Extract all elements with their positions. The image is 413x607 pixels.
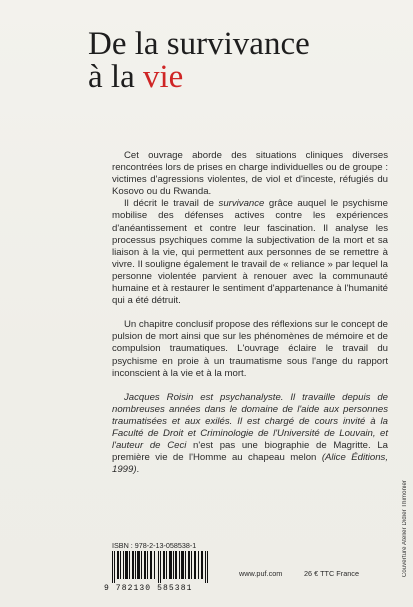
book-title: [88, 28, 388, 94]
summary-paragraph-1: Cet ouvrage aborde des situations cliniques diverses rencontrées lors de prises en charge individuelles ou de groupe : victimes d'agressions violentes, de viol et d'inceste, réfugiés du Kosovo ou du Rwanda.: [112, 150, 388, 198]
summary-paragraph-2: [112, 198, 388, 307]
summary-paragraph-3: Un chapitre conclusif propose des réflexions sur le concept de pulsion de mort ainsi que sur les phénomènes de mémoire et de compulsion traumatiques. L'ouvrage éclaire le travail du psychisme en proie à un traumatisme sous l'ange du rapport inconscient à la vie et à la mort.: [112, 319, 388, 379]
barcode-number: 9 782130 585381: [104, 584, 193, 593]
title-accent-word: vie: [142, 59, 184, 95]
p2-after: grâce auquel le psychisme mobilise des défenses actives contre les expériences d'anéantissement et contre leur fascination. Il analyse les processus psychiques comme la subjectivation de la mort et sa liaison à la vie, qui permettent aux personnes de se remettre à vivre. Il souligne également le travail de « reliance » par lequel la personne violentée parvient à renouer avec la communauté humaine et à restaurer le sentiment d'appartenance à l'humanité qui a été détruit.: [112, 198, 388, 307]
p2-before: Il décrit le travail de: [124, 198, 219, 210]
summary-text: [112, 150, 388, 476]
publisher-website: www.puf.com: [239, 569, 283, 578]
author-book-title: Ceci: [167, 440, 187, 452]
title-line-1: De la survivance: [88, 26, 310, 62]
author-bio-mid: n'est pas une biographie de Magritte. La première vie de l'Homme au chapeau melon: [112, 440, 388, 464]
price-label: 26 € TTC France: [304, 569, 360, 578]
title-line-2-prefix: à la: [88, 59, 143, 95]
barcode-icon: [112, 551, 210, 583]
author-bio-italic: Jacques Roisin est psychanalyste. Il travaille depuis de nombreuses années dans le domaine de l'aide aux personnes traumatisées et aux exilés. Il est chargé de cours invité à la Faculté de Droit et Criminologie de l'Université de Louvain, et l'auteur de: [112, 391, 388, 452]
author-paragraph: [112, 392, 388, 477]
p2-italic: survivance: [218, 198, 265, 210]
isbn-label: ISBN : 978-2-13-058538-1: [112, 541, 197, 550]
author-bio-end: .: [136, 464, 140, 476]
title-line-2: [88, 61, 388, 94]
author-bio: [112, 392, 388, 477]
author-publisher: (Alice Éditions, 1999): [112, 452, 389, 476]
cover-credit: Couverture Atelier Didier Thimonier: [402, 480, 408, 578]
